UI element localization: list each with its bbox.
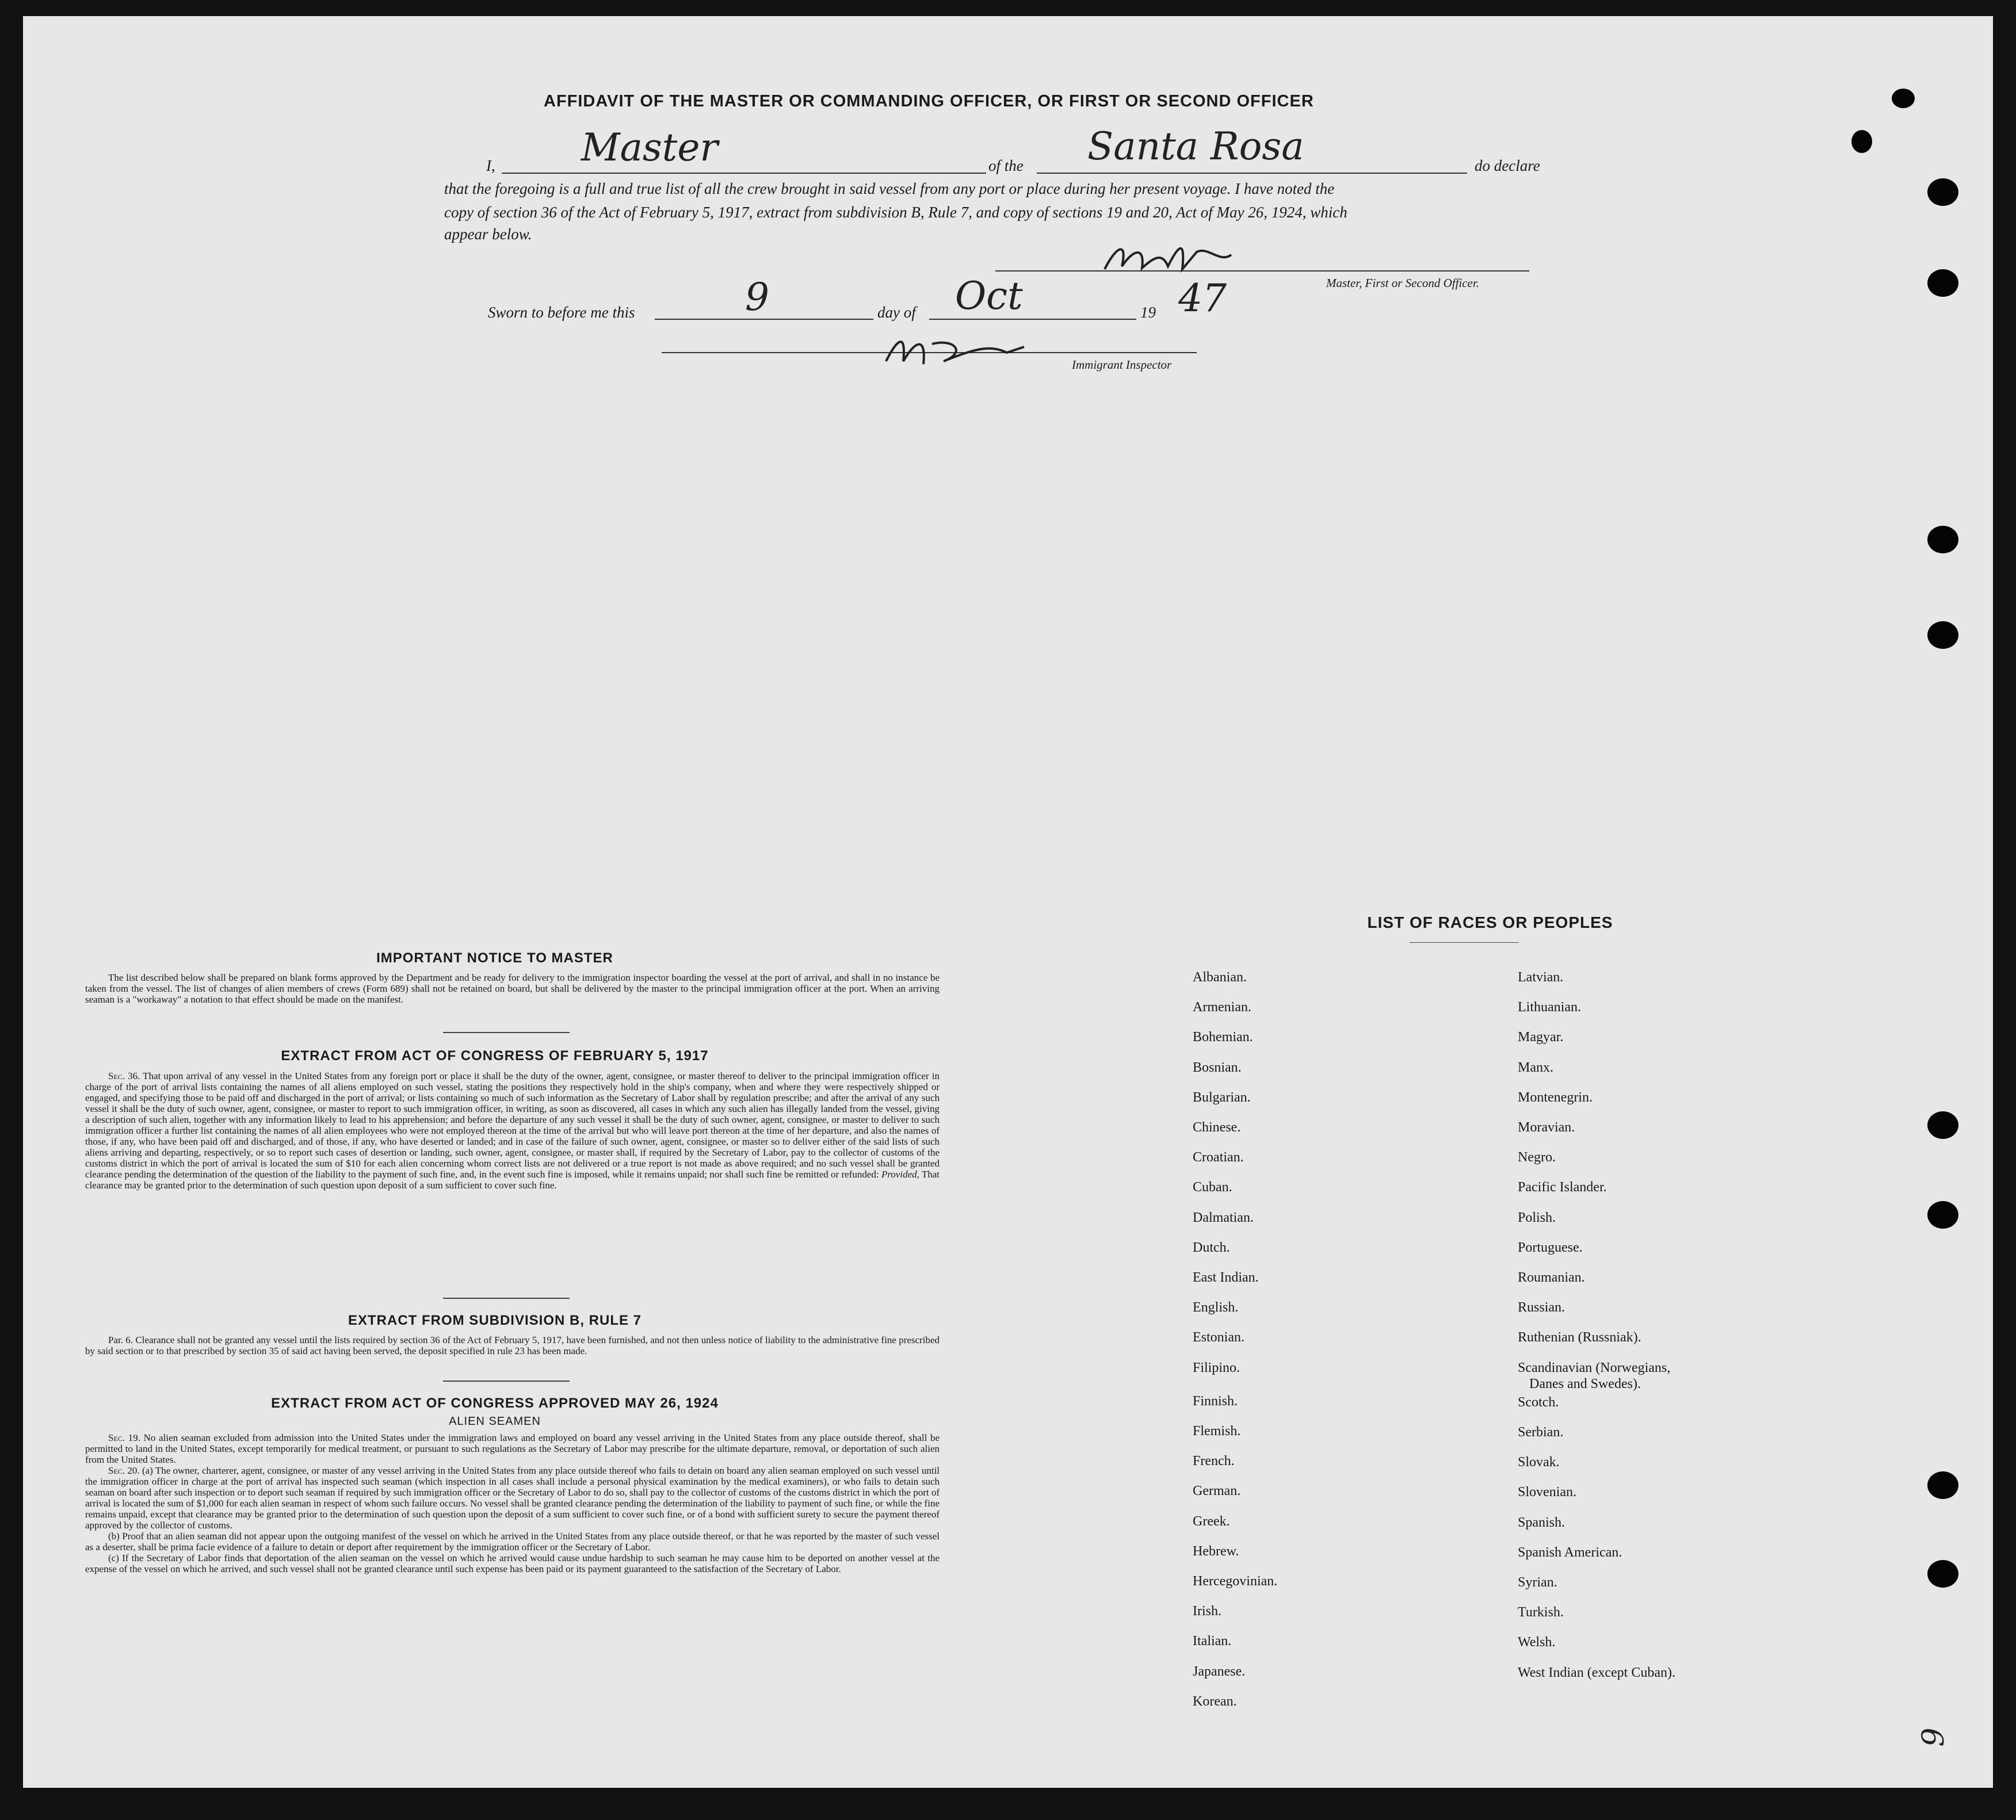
of-the-label: of the [988, 157, 1024, 174]
race-item: Slovenian. [1518, 1485, 1576, 1500]
punch-hole [1927, 178, 1958, 206]
race-item: Russian. [1518, 1300, 1566, 1316]
race-item: Welsh. [1518, 1635, 1556, 1650]
sec19-label: Sec. 19. [108, 1432, 140, 1443]
race-item: Spanish. [1518, 1515, 1566, 1530]
race-item: Cuban. [1193, 1180, 1232, 1195]
race-item: Ruthenian (Russniak). [1518, 1330, 1641, 1345]
punch-hole [1892, 89, 1915, 108]
year-prefix: 19 [1140, 304, 1156, 321]
race-item: East Indian. [1193, 1270, 1259, 1285]
name-line [502, 173, 986, 174]
race-item: Portuguese. [1518, 1240, 1583, 1255]
affidavit-body-line2: copy of section 36 of the Act of February 5, 1917, extract from subdivision B, Rule 7, and copy of sections 19 and 20, Act of May 26, 1924, which [444, 204, 1347, 221]
sec36-text: That upon arrival of any vessel in the United States from any foreign port or place it shall be the duty of the owner, agent, consignee, or master thereof to deliver to the principal immigration officer in charge of the port of arrival lists containing the names of all aliens employed on such vessel, stating the positions they respectively hold in the ship's company, when and where they were respectively shipped or engaged, and specifying those to be paid off and discharged in the port of arrival; or lists containing so much of such information as the Secretary of Labor shall by regulation prescribe; and after the arrival of any such vessel it shall be the duty of such owner, agent, consignee, or master to report to such immigration officer, in writing, as soon as discovered, all cases in which any such alien has illegally landed from the vessel, giving a description of such alien, together with any information likely to lead to his apprehension; and before the departure of any such vessel it shall be the duty of such owner, agent, consignee, or master to deliver to such immigration officer a further list containing the names of all alien employees who were not employed thereon at the time of the arrival but who will leave port thereon at the time of her departure, and also the names of those, if any, who have been paid off and discharged, and of those, if any, who have deserted or landed; and in case of the failure of such owner, agent, consignee, or master so to deliver either of the said lists of such aliens arriving and departing, respectively, or so to report such cases of desertion or landing, such owner, agent, consignee, or master shall, if required by the Secretary of Labor, pay to the collector of customs of the customs district in which the port of arrival is located the sum of $10 for each alien concerning whom correct lists are not delivered or a true report is not made as above required; and no such vessel shall be granted clearance pending the determination of the question of the liability to the payment of such fine, and, in the event such fine is imposed, while it remains unpaid; nor shall such fine be remitted or refunded: [85, 1070, 940, 1180]
punch-hole [1851, 130, 1872, 153]
notice-title: IMPORTANT NOTICE TO MASTER [376, 950, 613, 966]
extract-1917-title: EXTRACT FROM ACT OF CONGRESS OF FEBRUARY 5, 1917 [281, 1048, 709, 1064]
race-item: Irish. [1193, 1604, 1221, 1619]
race-item: Montenegrin. [1518, 1089, 1593, 1105]
race-item: French. [1193, 1454, 1235, 1469]
day-of-label: day of [877, 304, 916, 321]
notice-text: The list described below shall be prepared on blank forms approved by the Department and be ready for delivery to the immigration inspector boarding the vessel at the port of arrival, and shall in no instance be taken from the vessel. The list of changes of alien members of crews (Form 689) shall not be retained on board, but shall be delivered by the master to the principal immigration officer at the port. When an arriving seaman is a "workaway" a notation to that effect should be made on the manifest. [85, 972, 940, 1005]
race-item: Slovak. [1518, 1455, 1560, 1470]
divider [443, 1032, 570, 1033]
race-item: Filipino. [1193, 1360, 1240, 1375]
race-item: Lithuanian. [1518, 1000, 1581, 1015]
race-item: Latvian. [1518, 970, 1564, 985]
race-item: Hercegovinian. [1193, 1574, 1278, 1589]
punch-hole [1927, 269, 1958, 297]
race-item: Hebrew. [1193, 1543, 1239, 1559]
race-item: Armenian. [1193, 1000, 1251, 1015]
race-item: West Indian (except Cuban). [1518, 1665, 1675, 1680]
vessel-line [1037, 173, 1467, 174]
do-declare-label: do declare [1475, 157, 1540, 174]
alien-seamen-subtitle: ALIEN SEAMEN [449, 1415, 541, 1428]
race-item: Albanian. [1193, 970, 1247, 985]
race-item: Croatian. [1193, 1150, 1244, 1165]
race-item: Finnish. [1193, 1393, 1238, 1409]
sec20-label: Sec. 20. [108, 1465, 140, 1476]
races-title: LIST OF RACES OR PEOPLES [1367, 913, 1613, 931]
race-item: Estonian. [1193, 1330, 1244, 1345]
races-title-underline [1410, 942, 1519, 943]
master-caption: Master, First or Second Officer. [1326, 276, 1479, 290]
punch-hole [1927, 1201, 1958, 1229]
race-item: Pacific Islander. [1518, 1180, 1607, 1195]
rule7-title: EXTRACT FROM SUBDIVISION B, RULE 7 [348, 1313, 642, 1328]
race-item: Roumanian. [1518, 1270, 1585, 1285]
race-item: Dalmatian. [1193, 1210, 1254, 1225]
punch-hole [1927, 1111, 1958, 1139]
month-line [929, 319, 1136, 320]
race-item: Korean. [1193, 1693, 1237, 1709]
extract-1924-title: EXTRACT FROM ACT OF CONGRESS APPROVED MAY 26, 1924 [271, 1395, 719, 1411]
sec20c-text: (c) If the Secretary of Labor finds that deportation of the alien seaman on the vessel on which he arrived would cause undue hardship to such seaman he may cause him to be deported on another vessel at the expense of the vessel on which he arrived, and such vessel shall not be granted clearance until such expense has been paid or its payment guaranteed to the satisfaction of the Secretary of Labor. [85, 1553, 940, 1574]
race-item: Japanese. [1193, 1664, 1246, 1679]
inspector-signature [875, 321, 1082, 373]
race-item: Chinese. [1193, 1120, 1241, 1135]
punch-hole [1927, 1471, 1958, 1499]
proviso-text: That clearance may be granted prior to the determination of such question upon deposit of a sum sufficient to cover such fine. [85, 1169, 940, 1191]
inspector-caption: Immigrant Inspector [1072, 358, 1172, 372]
race-item: German. [1193, 1483, 1241, 1499]
race-item: Bulgarian. [1193, 1089, 1251, 1105]
affidavit-body-line3: appear below. [444, 225, 532, 243]
rule7-text: Par. 6. Clearance shall not be granted any vessel until the lists required by section 36 of the Act of February 5, 1917, have been furnished, and not then unless notice of liability to the administrative fine prescribed by said section or to that prescribed by section 35 of said act having been served, the deposit specified in rule 23 has been made. [85, 1335, 940, 1356]
handwritten-name: Master [581, 125, 718, 170]
race-item: Flemish. [1193, 1424, 1241, 1439]
race-item: Serbian. [1518, 1425, 1564, 1440]
race-item: Bosnian. [1193, 1060, 1242, 1075]
race-item: Syrian. [1518, 1575, 1557, 1590]
race-item: Danes and Swedes). [1529, 1376, 1641, 1391]
master-signature [1099, 235, 1283, 281]
i-label: I, [486, 157, 495, 174]
race-item: Magyar. [1518, 1030, 1564, 1045]
race-item: Scandinavian (Norwegians, [1518, 1360, 1671, 1375]
sec20b-text: (b) Proof that an alien seaman did not appear upon the outgoing manifest of the vessel on which he arrived in the United States from any place outside thereof, or that he was reported by the master of such vessel as a deserter, shall be prima facie evidence of a failure to detain or deport after requirement by the immigration officer or the Secretary of Labor. [85, 1531, 940, 1553]
handwritten-month: Oct [955, 274, 1023, 318]
proviso-label: Provided, [881, 1169, 919, 1180]
extract-1917-text [85, 1070, 940, 1191]
divider [443, 1298, 570, 1299]
affidavit-body-line1: that the foregoing is a full and true list of all the crew brought in said vessel from any port or place during her present voyage. I have noted the [444, 180, 1335, 197]
race-item: Turkish. [1518, 1605, 1564, 1620]
race-item: English. [1193, 1300, 1239, 1316]
divider [443, 1381, 570, 1382]
page-number-mark: 6 [1914, 1727, 1949, 1747]
sec20a-text: (a) The owner, charterer, agent, consignee, or master of any vessel arriving in the United States from any place outside thereof who fails to detain on board any alien seaman employed on such vessel until the immigration officer in charge at the port of arrival has inspected such seaman (which inspection in all cases shall include a personal physical examination by the medical examiners), or who fails to detain such seaman on board after such inspection or to deport such seaman if required by such immigration officer or the Secretary of Labor to do so, shall pay to the collector of customs of the customs district in which the port of arrival is located the sum of $1,000 for each alien seaman in respect of whom such failure occurs. No vessel shall be granted clearance pending the determination of the liability to payment of such fine, or while the fine remains unpaid, except that clearance may be granted prior to the determination of such question upon the deposit of a sum sufficient to cover such fine, or of a bond with sufficient surety to secure the payment thereof approved by the collector of customs. [85, 1465, 940, 1531]
race-item: Manx. [1518, 1060, 1553, 1075]
race-item: Scotch. [1518, 1394, 1559, 1410]
punch-hole [1927, 526, 1958, 553]
handwritten-vessel: Santa Rosa [1087, 124, 1304, 169]
race-item: Moravian. [1518, 1120, 1575, 1135]
race-item: Negro. [1518, 1150, 1556, 1165]
race-item: Dutch. [1193, 1240, 1230, 1255]
affidavit-title: AFFIDAVIT OF THE MASTER OR COMMANDING OFFICER, OR FIRST OR SECOND OFFICER [544, 92, 1314, 110]
sworn-label: Sworn to before me this [488, 304, 635, 321]
handwritten-day: 9 [745, 275, 769, 319]
race-item: Polish. [1518, 1210, 1556, 1225]
race-item: Italian. [1193, 1634, 1232, 1649]
sec19-text: No alien seaman excluded from admission into the United States under the immigration laws and employed on board any vessel arriving in the United States from any place outside thereof, shall be permitted to land in the United States, except temporarily for medical treatment, or pursuant to such regulations as the Secretary of Labor may prescribe for the ultimate departure, removal, or deportation of such alien from the United States. [85, 1432, 940, 1465]
punch-hole [1927, 621, 1958, 649]
race-item: Bohemian. [1193, 1030, 1253, 1045]
punch-hole [1927, 1560, 1958, 1588]
handwritten-year: 47 [1178, 276, 1227, 320]
race-item: Greek. [1193, 1513, 1230, 1529]
race-item: Spanish American. [1518, 1544, 1622, 1560]
sec36-label: Sec. 36. [108, 1070, 140, 1081]
extract-1924-text [85, 1432, 940, 1574]
document-page [23, 16, 1993, 1788]
